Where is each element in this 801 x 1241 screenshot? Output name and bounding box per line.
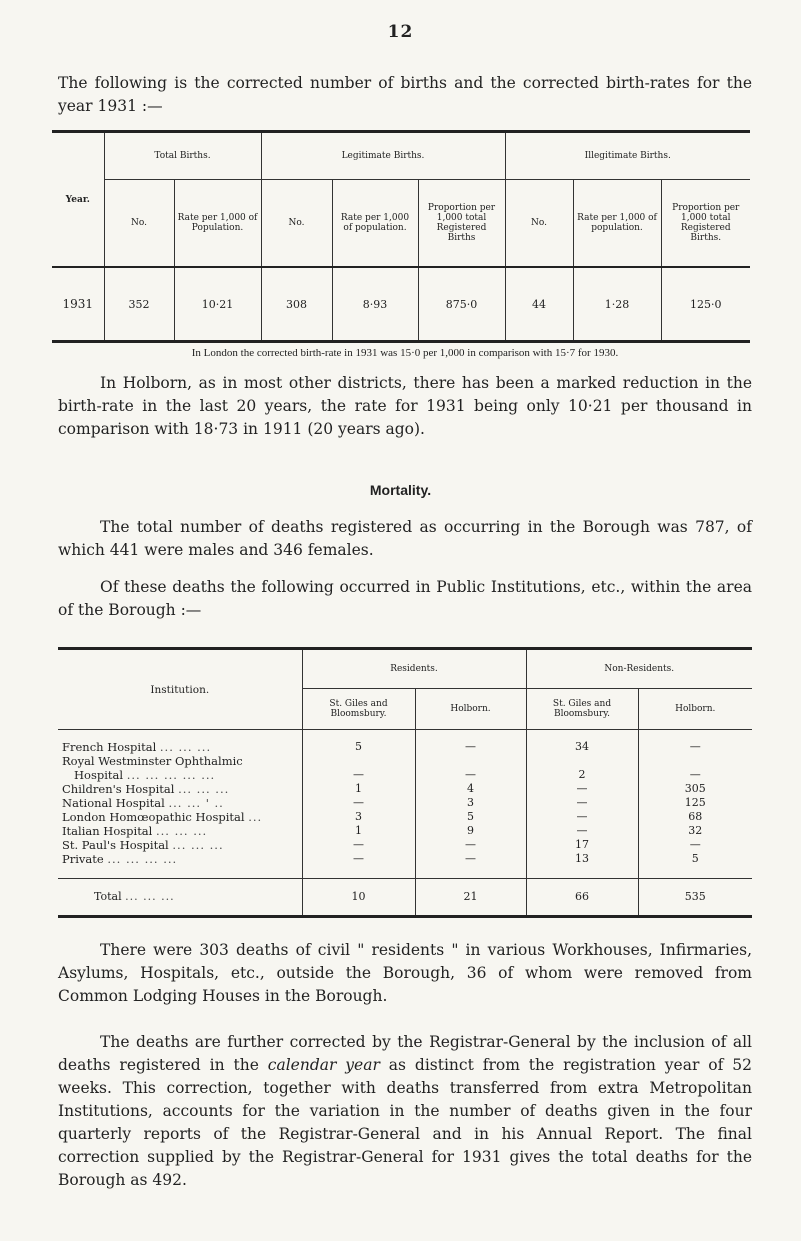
count-cell: 32 bbox=[638, 824, 752, 838]
year-header: Year. bbox=[52, 132, 104, 268]
final-text-before: The deaths are further corrected by the Registrar-General by the inclusion of all deaths registered in the bbox=[58, 1033, 752, 1074]
institutions-body bbox=[58, 730, 752, 879]
table-row bbox=[58, 782, 752, 796]
institution-leader: ... ... ... bbox=[172, 838, 224, 852]
non-stgiles-header: St. Giles and Bloomsbury. bbox=[526, 689, 638, 730]
count-cell: 5 bbox=[638, 852, 752, 879]
count-cell: — bbox=[415, 838, 526, 852]
count-cell: 2 bbox=[526, 768, 638, 782]
leg-no-header: No. bbox=[261, 180, 332, 268]
institution-leader: ... ... ' .. bbox=[168, 796, 224, 810]
institution-name-cell bbox=[58, 824, 302, 838]
illegitimate-births-header: Illegitimate Births. bbox=[505, 132, 750, 180]
total-births-header: Total Births. bbox=[104, 132, 261, 180]
total-label-cell bbox=[58, 879, 302, 917]
ill-rate-header: Rate per 1,000 of population. bbox=[573, 180, 661, 268]
count-cell: — bbox=[526, 810, 638, 824]
total-non-stgiles: 66 bbox=[526, 879, 638, 917]
births-intro: The following is the corrected number of births and the corrected birth-rates for the year 1931 :— bbox=[58, 74, 752, 115]
count-cell: 125 bbox=[638, 796, 752, 810]
institution-leader: ... bbox=[248, 810, 263, 824]
total-no-header: No. bbox=[104, 180, 174, 268]
year-cell: 1931 bbox=[62, 297, 94, 311]
count-cell: 34 bbox=[526, 730, 638, 755]
total-no-cell: 352 bbox=[104, 267, 174, 342]
non-residents-header: Non-Residents. bbox=[526, 649, 752, 689]
holborn-paragraph: In Holborn, as in most other districts, there has been a marked reduction in the birth-rate in the last 20 years, the rate for 1931 being only 10·21 per thousand in comparison with 18·73 in 1911 (20 years ago). bbox=[58, 374, 752, 438]
count-cell bbox=[302, 754, 415, 768]
institution-name: Hospital bbox=[74, 768, 124, 782]
count-cell: — bbox=[302, 838, 415, 852]
institution-name-cell bbox=[58, 754, 302, 768]
count-cell: 5 bbox=[415, 810, 526, 824]
institution-name-cell bbox=[58, 838, 302, 852]
table-row bbox=[58, 768, 752, 782]
institution-leader: ... ... ... ... bbox=[107, 852, 178, 866]
legitimate-births-header: Legitimate Births. bbox=[261, 132, 505, 180]
institution-name: Royal Westminster Ophthalmic bbox=[62, 754, 243, 768]
institution-name-cell bbox=[58, 782, 302, 796]
table-row bbox=[58, 838, 752, 852]
count-cell: — bbox=[415, 768, 526, 782]
institution-leader: ... ... ... bbox=[156, 824, 208, 838]
count-cell: — bbox=[526, 796, 638, 810]
final-text-italic: calendar year bbox=[267, 1056, 380, 1074]
institution-name: National Hospital bbox=[62, 796, 165, 810]
london-note: In London the corrected birth-rate in 1931 was 15·0 per 1,000 in comparison with 15·7 for 1930. bbox=[191, 347, 619, 359]
count-cell: 3 bbox=[415, 796, 526, 810]
institution-leader: ... ... ... ... ... bbox=[126, 768, 216, 782]
ill-prop-cell: 125·0 bbox=[661, 267, 750, 342]
institution-leader: ... ... ... bbox=[178, 782, 230, 796]
institution-name-cell bbox=[58, 852, 302, 879]
total-res-stgiles: 10 bbox=[302, 879, 415, 917]
count-cell: — bbox=[638, 730, 752, 755]
count-cell: — bbox=[415, 730, 526, 755]
institution-name-cell bbox=[58, 796, 302, 810]
institution-name: London Homœopathic Hospital bbox=[62, 810, 245, 824]
mortality-heading: Mortality. bbox=[369, 482, 432, 498]
total-leader: ... ... ... bbox=[125, 890, 175, 903]
ill-no-cell: 44 bbox=[505, 267, 573, 342]
institution-header: Institution. bbox=[58, 649, 302, 730]
count-cell: — bbox=[526, 782, 638, 796]
births-table bbox=[52, 130, 750, 343]
institution-name: French Hospital bbox=[62, 740, 157, 754]
total-res-holborn: 21 bbox=[415, 879, 526, 917]
count-cell: 5 bbox=[302, 730, 415, 755]
births-row-1931 bbox=[52, 267, 750, 342]
count-cell: — bbox=[638, 768, 752, 782]
leg-rate-cell: 8·93 bbox=[332, 267, 418, 342]
leg-rate-header: Rate per 1,000 of population. bbox=[332, 180, 418, 268]
institution-name: St. Paul's Hospital bbox=[62, 838, 169, 852]
final-paragraph bbox=[58, 1031, 752, 1192]
page-number: 12 bbox=[387, 22, 414, 42]
non-holborn-header: Holborn. bbox=[638, 689, 752, 730]
institution-name-cell bbox=[58, 768, 302, 782]
count-cell: 17 bbox=[526, 838, 638, 852]
count-cell: — bbox=[526, 824, 638, 838]
count-cell: — bbox=[415, 852, 526, 879]
institution-leader: ... ... ... bbox=[159, 740, 212, 754]
table-row bbox=[58, 796, 752, 810]
count-cell: 305 bbox=[638, 782, 752, 796]
residents-header: Residents. bbox=[302, 649, 526, 689]
count-cell: 1 bbox=[302, 824, 415, 838]
table-row bbox=[58, 824, 752, 838]
deaths-paragraph: The total number of deaths registered as occurring in the Borough was 787, of which 441 were males and 346 females. bbox=[58, 518, 752, 559]
institution-name-cell bbox=[58, 730, 302, 755]
count-cell bbox=[638, 754, 752, 768]
institutions-table bbox=[58, 647, 752, 918]
ill-no-header: No. bbox=[505, 180, 573, 268]
ill-rate-cell: 1·28 bbox=[573, 267, 661, 342]
count-cell bbox=[526, 754, 638, 768]
final-text-after: as distinct from the registration year of 52 weeks. This correction, together with deaths transferred from extra Metropolitan Institutions, accounts for the variation in the number of deaths given in the four quarterly reports of the Registrar-General and in his Annual Report. The final correction supplied by the Registrar-General for 1931 gives the total deaths for the Borough as 492. bbox=[58, 1056, 752, 1189]
count-cell bbox=[415, 754, 526, 768]
total-rate-cell: 10·21 bbox=[174, 267, 261, 342]
count-cell: — bbox=[302, 852, 415, 879]
leg-no-cell: 308 bbox=[261, 267, 332, 342]
table-row bbox=[58, 852, 752, 879]
count-cell: — bbox=[302, 796, 415, 810]
institutions-intro: Of these deaths the following occurred in Public Institutions, etc., within the area of the Borough :— bbox=[58, 578, 752, 619]
count-cell: 1 bbox=[302, 782, 415, 796]
ill-prop-header: Proportion per 1,000 total Registered Births. bbox=[661, 180, 750, 268]
table-row bbox=[58, 730, 752, 755]
leg-prop-header: Proportion per 1,000 total Registered Births bbox=[418, 180, 505, 268]
institution-name: Italian Hospital bbox=[62, 824, 153, 838]
res-stgiles-header: St. Giles and Bloomsbury. bbox=[302, 689, 415, 730]
table-row bbox=[58, 810, 752, 824]
count-cell: — bbox=[638, 838, 752, 852]
total-rate-header: Rate per 1,000 of Population. bbox=[174, 180, 261, 268]
res-holborn-header: Holborn. bbox=[415, 689, 526, 730]
institution-name: Private bbox=[62, 852, 104, 866]
count-cell: 3 bbox=[302, 810, 415, 824]
total-label: Total bbox=[94, 890, 122, 903]
total-non-holborn: 535 bbox=[638, 879, 752, 917]
workhouse-paragraph: There were 303 deaths of civil " residents " in various Workhouses, Infirmaries, Asylums, Hospitals, etc., outside the Borough, 36 of whom were removed from Common Lodging Houses in the Borough. bbox=[58, 941, 752, 1005]
institution-name-cell bbox=[58, 810, 302, 824]
table-row bbox=[58, 754, 752, 768]
count-cell: 13 bbox=[526, 852, 638, 879]
institutions-total-row bbox=[58, 879, 752, 917]
leg-prop-cell: 875·0 bbox=[418, 267, 505, 342]
institution-name: Children's Hospital bbox=[62, 782, 175, 796]
count-cell: — bbox=[302, 768, 415, 782]
count-cell: 4 bbox=[415, 782, 526, 796]
count-cell: 68 bbox=[638, 810, 752, 824]
count-cell: 9 bbox=[415, 824, 526, 838]
